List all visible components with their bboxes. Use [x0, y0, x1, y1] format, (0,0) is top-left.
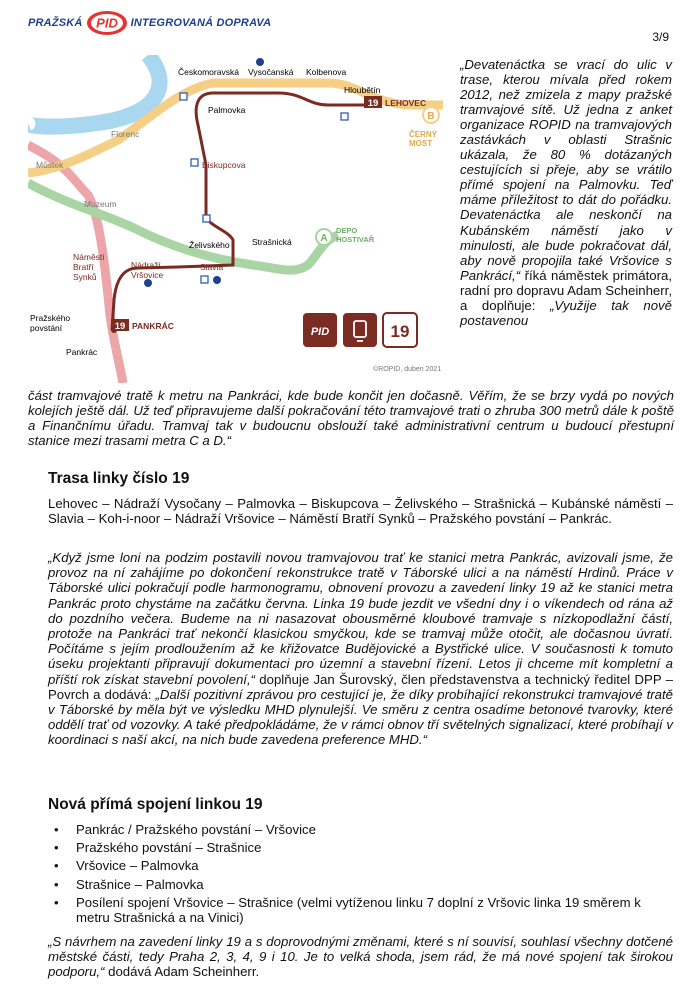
tram-line-19 [112, 93, 368, 330]
map-label-hloubetin: Hloubětín [344, 85, 381, 95]
map-label-nadrazi-2: Vršovice [131, 270, 164, 280]
connections-list [48, 822, 673, 928]
stop-icon-zelivskeho [203, 215, 210, 222]
quote-surovsky [48, 550, 673, 748]
route-text: Lehovec – Nádraží Vysočany – Palmovka – Biskupcova – Želivského – Strašnická – Kubánské náměstí – Slavia – Koh-i-noor – Nádraží Vršovice – Náměstí Bratří Synků – Pražského povstání – Pankrác. [48, 496, 673, 527]
quote-scheinherr-intro [460, 57, 672, 328]
line-19-legend-text: 19 [390, 322, 410, 341]
pid-logo-text: PID [95, 15, 118, 31]
quote-surovsky-italic-2: „Další pozitivní zprávou pro cestující je, že díky probíhající rekonstrukci tramvajové tratě v Táborské by měla být ve výsledku MHD plynulejší. Ve směru z centra osadíme betonové tvarovky, které oddělí trať od vozovky. A také předpokládáme, že v rámci obnov tří světelných signalizací, které probíhají v koordinaci s naší akcí, na nich bude zavedena preference MHD.“ [48, 686, 673, 748]
quote-scheinherr-attribution: říká náměstek primátora, radní pro dopravu Adam Scheinherr, a doplňuje: [460, 267, 672, 313]
map-label-kolbenova: Kolbenova [306, 67, 347, 77]
metro-icon-vysocanska [256, 58, 264, 66]
quote-surovsky-attribution: doplňuje Jan Šurovský, člen představenstva a technický ředitel DPP – Povrch a dodává: [48, 671, 673, 702]
list-item: • Pankrác / Pražského povstání – Vršovice [48, 822, 673, 837]
map-label-zelivskeho: Želivského [189, 240, 230, 250]
map-label-cerny-most-1: ČERNÝ [409, 130, 438, 139]
line-a-label: A [320, 233, 328, 244]
map-label-depo-2: HOSTIVAŘ [336, 235, 375, 244]
quote-scheinherr-continued: část tramvajové tratě k metru na Pankráci, kde bude končit jen dočasně. Věřím, že se brzy vydá po nových kolejích ještě dál. Už teď připravujeme další pokračování této tramvajové trati o zhruba 300 metrů dále k poště a Finančnímu úřadu. Tramvaj tak v budoucnu obslouží také administrativní centrum u budoucí přestupní stanice mezi trasami metra C a D.“ [28, 388, 674, 449]
map-label-vysocanska: Vysočanská [248, 67, 294, 77]
line-19-map [28, 55, 443, 383]
page-number: 3/9 [652, 30, 669, 44]
line-19-badge-pankrac-text: 19 [114, 321, 126, 332]
map-label-cerny-most-2: MOST [409, 139, 433, 148]
map-label-lehovec: LEHOVEC [385, 98, 427, 108]
stop-icon-hloubetin [341, 113, 348, 120]
map-label-namesti-2: Bratří [73, 262, 94, 272]
pid-logo [86, 10, 128, 36]
map-label-nadrazi-1: Nádraží [131, 260, 161, 270]
quote-closing [48, 934, 673, 980]
metro-icon-vrsovice [144, 279, 152, 287]
map-label-florenc: Florenc [111, 129, 140, 139]
quote-closing-attribution: dodává Adam Scheinherr. [104, 964, 260, 980]
stop-icon-biskupcova [191, 159, 198, 166]
map-label-namesti-3: Synků [73, 272, 97, 282]
list-item: • Vršovice – Palmovka [48, 858, 673, 873]
map-label-muzeum: Muzeum [84, 199, 117, 209]
quote-scheinherr-continuation-start: „Využije tak nově postavenou [460, 297, 672, 328]
map-label-prazskeho-1: Pražského [30, 313, 71, 323]
map-label-slavia: Slavia [200, 262, 224, 272]
map-label-prazskeho-2: povstání [30, 323, 63, 333]
pid-badge-text: PID [310, 326, 330, 338]
map-label-mustek: Můstek [36, 160, 64, 170]
map-label-palmovka: Palmovka [208, 105, 246, 115]
list-item: • Posílení spojení Vršovice – Strašnice (velmi vytíženou linku 7 doplní z Vršovic linka 19 směrem k metru Strašnická a na Vinici) [48, 895, 673, 925]
map-label-strasnicka: Strašnická [252, 237, 292, 247]
header [28, 10, 271, 36]
map-label-pankrac-end: PANKRÁC [132, 321, 174, 331]
quote-closing-italic: „S návrhem na zavedení linky 19 a s doprovodnými změnami, které s ní souvisí, souhlasí všechny dotčené městské části, tedy Praha 2, 3, 4, 9 i 10. Je to velká shoda, jsem rád, že má nové spojení tak širokou podporu,“ [48, 934, 673, 980]
map-label-depo-1: DEPO [336, 226, 358, 235]
connections-heading: Nová přímá spojení linkou 19 [48, 796, 263, 813]
metro-icon-slavia [213, 276, 221, 284]
line-b-label: B [427, 111, 435, 122]
list-item: • Strašnice – Palmovka [48, 877, 673, 892]
brand-integrovana-doprava: INTEGROVANÁ DOPRAVA [130, 17, 272, 29]
stop-icon-slavia [201, 276, 208, 283]
line-19-badge-lehovec-text: 19 [367, 98, 379, 109]
river-vltava [28, 55, 160, 127]
quote-surovsky-italic: „Když jsme loni na podzim postavili novou tramvajovou trať ke stanici metra Pankrác, avizovali jsme, že provoz na ní zahájíme po dokončení rekonstrukce tratě v Táborské ulici a na náměstí Hrdinů. Práce v Táborské ulici pokračují podle harmonogramu, obnovení provozu a zavedení linky 19 až ke stanici metra Pankrác proto chystáme na začátku června. Linka 19 bude jezdit ve všední dny i o víkendech od rána až do pozdního večera. Budeme na ni nasazovat obousměrné kloubové tramvaje s nízkopodlažní částí, protože na Pankráci trať nekončí klasickou smyčkou, kde se tramvaj může otočit, ale dočasnou úvratí. Počítáme s jejím prodloužením až ke křižovatce Budějovické a Bystřické ulice. V současnosti k tomuto úseku projektanti připravují dokumentaci pro územní a stavební řízení. Letos ji chceme mít kompletní a příští rok získat stavební povolení,“ [48, 550, 673, 687]
list-item: • Pražského povstání – Strašnice [48, 840, 673, 855]
map-label-namesti-1: Náměstí [73, 252, 105, 262]
brand-prazska: PRAŽSKÁ [28, 17, 83, 29]
map-credit: ©ROPID, duben 2021 [373, 366, 442, 373]
map-label-pankrac: Pankrác [66, 347, 98, 357]
stop-icon-palmovka [180, 93, 187, 100]
route-heading: Trasa linky číslo 19 [48, 470, 190, 487]
quote-scheinherr-italic: „Devatenáctka se vrací do ulic v trase, kterou mívala před rokem 2012, než zmizela z mapy pražské tramvajové sítě. Už jedna z anket organizace ROPID na tramvajových zastávkách v oblasti Strašnic ukázala, že 80 % dotázaných cestujících si přeje, aby se vrátilo přímé spojení na Palmovku. Teď máme příležitost to dát do pořádku. Devatenáctka ale neskončí na Kubánském náměstí jako v minulosti, ale bude pokračovat dál, aby nově propojila také Vršovice s Pankrácí,“ [460, 57, 672, 283]
map-label-biskupcova: Biskupcova [202, 160, 246, 170]
map-label-ceskomoravska: Českomoravská [178, 67, 239, 77]
